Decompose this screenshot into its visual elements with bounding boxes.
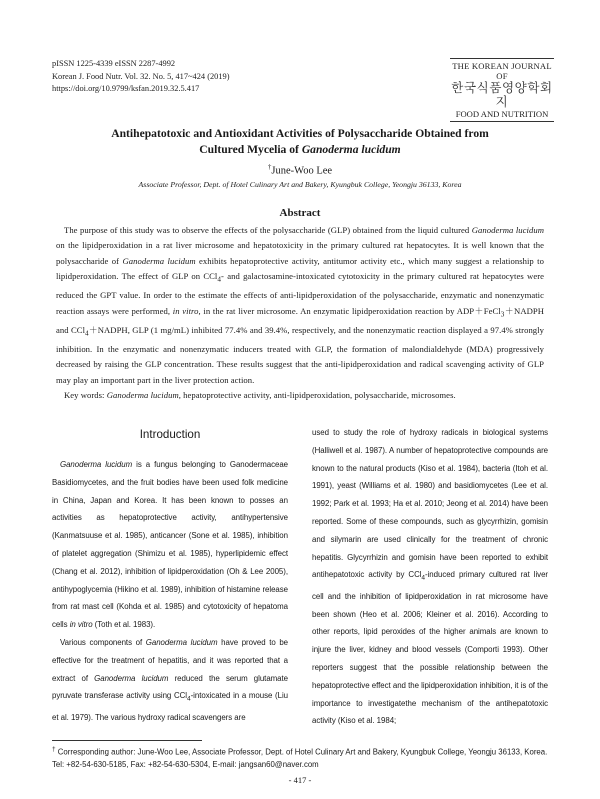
journal-name-korean: 한국식품영양학회지 — [451, 80, 553, 109]
citation-header — [52, 58, 230, 96]
journal-citation: Korean J. Food Nutr. Vol. 32. No. 5, 417~424 (2019) — [52, 71, 230, 81]
title-line-2 — [60, 142, 540, 158]
doi-link[interactable]: https://doi.org/10.9799/ksfan.2019.32.5.417 — [52, 84, 200, 93]
journal-name-bottom: FOOD AND NUTRITION — [455, 109, 549, 119]
journal-logo — [450, 58, 554, 122]
affiliation: Associate Professor, Dept. of Hotel Culinary Art and Bakery, Kyungbuk College, Yeongju 36133, Korea — [138, 180, 462, 189]
body-paragraph: used to study the role of hydroxy radicals in biological systems (Halliwell et al. 1987). A number of hepatoprotective compounds are known to the natural products (Kiso et al. 1984), bacteria (Itoh et al. 1991), yeast (Williams et al. 1980) and basidiomycetes (Lee et al. 1992; Park et al. 1993; Ha et al. 2010; Jeong et al. 2014) have been reported. Some of these compounds, such as glycyrrhizin, gomisin and silymarin are used clinically for the treatment of chronic hepatitis. Glycyrrhizin and gomisin have been reported to exhibit antihepatotoxic activity by CCl$_4$-induced primary cultured rat liver cell and the inhibition of lipidperoxidation in rat microsome have been shown (Heo et al. 2006; Kleiner et al. 2016). According to other reports, lipid peroxides of the higher animals are known to injure the liver, kidney and blood vessels (Comporti 1993). Other reporters suggest that the possible relationship between the hepatoprotective effect and the lipidperoxidation inhibition, it is of the importance to investigatethe mechanism of the antihepatotoxic activity (Kiso et al. 1984; — [312, 428, 548, 726]
author-name: June-Woo Lee — [271, 165, 333, 177]
footnote-divider — [52, 740, 202, 741]
body-paragraph: Ganoderma lucidum is a fungus belonging to Ganodermaceae Basidiomycetes, and the fruit bodies have been used folk medicine in China, Japan and Korea. It has been known to posses an activities as hepatoprotective activity, antihypertensive (Kanmatsuuse et al. 1985), anticancer (Sone et al. 1985), inhibition of platelet aggregation (Shimizu et al. 1985), hyperlipidemic effect (Chang et al. 2012), inhibition of lipidperoxidation (Oh & Lee 2005), antihypoglycemia (Hikino et al. 1989), inhibition of histamine release from rat mast cell (Kohda et al. 1985) and cytotoxicity of hepatoma cells in vitro (Toth et al. 1983). — [52, 460, 288, 630]
footnote — [52, 744, 552, 772]
abstract-heading: Abstract — [279, 207, 321, 219]
author-line — [0, 163, 600, 177]
journal-name-top: THE KOREAN JOURNAL OF — [452, 61, 552, 81]
corresponding-mark: † — [267, 163, 272, 171]
title-line-1: Antihepatotoxic and Antioxidant Activities of Polysaccharide Obtained from — [111, 127, 489, 140]
paper-title — [60, 126, 540, 158]
divider — [450, 121, 554, 122]
abstract-paragraph: The purpose of this study was to observe the effects of the polysaccharide (GLP) obtained from the liquid cultured Ganoderma lucidum on the lipidperoxidation in a rat liver microsome and hepatotoxicity in the primary cultured rat hepatocytes. It is well known that the polysaccharide of Ganoderma lucidum exhibits hepatoprotective activity, antitumor activity etc., which many suggest a relationship to lipidperoxidation. The effect of GLP on CCl$_4$- and galactosamine-intoxicated cytotoxicity in the primary cultured rat hepatocytes were reduced the GPT value. In order to the estimate the effects of anti-lipidperoxidation of the polysaccharide, enzymatic and nonenzymatic reaction assays were performed, in vitro, in the rat liver microsome. An enzymatic lipidperoxidation reaction by ADP＋FeCl$_3$＋NADPH and CCl$_4$＋NADPH, GLP (1 mg/mL) inhibited 77.4% and 39.4%, respectively, and the nonenzymatic reaction displayed a 97.4% strongly inhibition. In the enzymatic and nonenzymatic inducers treated with GLP, the formation of malondialdehyde (MDA) progressively decreased by raising the GLP concentration. These results suggest that the anti-lipidperoxidation and radical scavenging activity of GLP may play an important part in the liver protection action. — [56, 225, 545, 385]
page-number: - 417 - — [288, 775, 312, 785]
keywords: Key words: Ganoderma lucidum, hepatoprotective activity, anti-lipidperoxidation, polysaccharide, microsomes. — [64, 390, 456, 401]
title-species: Ganoderma lucidum — [301, 143, 401, 156]
title-text: Cultured Mycelia of — [199, 143, 302, 156]
body-column-right — [312, 424, 548, 730]
body-column-left — [52, 456, 288, 727]
section-heading-introduction: Introduction — [139, 428, 201, 441]
body-paragraph: Various components of Ganoderma lucidum have proved to be effective for the treatment of hepatitis, and it was reported that a extract of Ganoderma lucidum reduced the serum glutamate pyruvate transferase activity using CCl$_4$-intoxicated in a mouse (Liu et al. 1979). The various hydroxy radical scavengers are — [52, 637, 289, 722]
corresponding-author-note: † Corresponding author: June-Woo Lee, Associate Professor, Dept. of Hotel Culinary Art and Bakery, Kyungbuk College, Yeongju 36133, Korea. Tel: +82-54-630-5185, Fax: +82-54-630-5304, E-mail: jangsan60@naver.com — [52, 746, 548, 770]
abstract-body — [56, 223, 544, 404]
issn-line: pISSN 1225-4339 eISSN 2287-4992 — [52, 59, 176, 68]
